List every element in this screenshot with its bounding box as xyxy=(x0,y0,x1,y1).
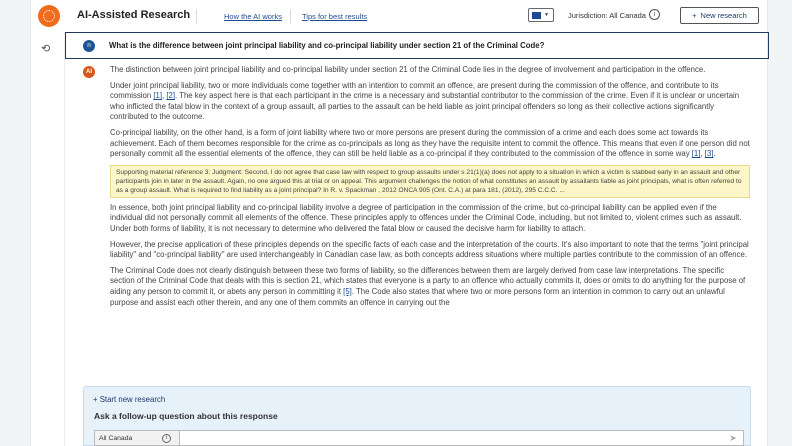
send-icon[interactable]: ➤ xyxy=(729,433,737,443)
mail-icon xyxy=(532,12,541,19)
answer-paragraph: In essence, both joint principal liability and co-principal liability involve a degree of participation in the commission of the crime, but co-principal liability can be applied even if the individual did not personally commit all elements of the offence. These principles apply to offences under the Criminal Code, including, but not limited to, violent crimes such as assault. Under both forms of liability, it is not necessary to determine who delivered the fatal blow or caused the decisive harm for liability to attach. xyxy=(110,202,742,233)
reference-link[interactable]: [1] xyxy=(691,149,701,159)
how-ai-works-link[interactable]: How the AI works xyxy=(224,12,282,21)
reference-link[interactable]: [5] xyxy=(343,286,352,296)
main-card xyxy=(30,0,768,446)
tips-link[interactable]: Tips for best results xyxy=(302,12,368,21)
answer-paragraph: Co-principal liability, on the other hand, is a form of joint liability where two or more persons are present during the commission of a crime and each does some act towards its achievement. Each of them becomes responsible for the crime as co-principals as long as they have the requisite intent to commit the offence. This means that even if one person did not personally commit all the essential elements of the offence, they can still be held liable as a co-principal if they contributed to the commission of the offence in some way [1], [3]. xyxy=(110,127,750,159)
history-icon[interactable]: ⟲ xyxy=(41,43,51,55)
reference-link[interactable]: [3] xyxy=(704,149,714,159)
jurisdiction-label: Jurisdiction: All Canada xyxy=(568,11,646,20)
logo xyxy=(38,5,60,27)
question-bar xyxy=(65,32,769,59)
reference-link[interactable]: [1] xyxy=(153,91,162,101)
answer-paragraph: The Criminal Code does not clearly distinguish between these two forms of liability, so the differences between them are largely derived from case law interpretations. The specific section of the Criminal Code that deals with this is section 21, which states that everyone is a party to an offence who actually commits it, does or omits to do anything for the purpose of aiding any person to commit it, or abets any person in committing it [5]. The Code also states that where two or more persons form an intention in common to carry out an unlawful purpose and assist each other therein, and any one of them commits an offence in carrying out the xyxy=(110,265,746,307)
reference-link[interactable]: [2] xyxy=(166,91,176,101)
plus-icon: + xyxy=(692,11,697,20)
followup-label: Ask a follow-up question about this response xyxy=(94,411,278,421)
followup-input-row xyxy=(94,430,744,446)
header xyxy=(31,0,769,32)
question-text: What is the difference between joint principal liability and co-principal liability under section 21 of the Criminal Code? xyxy=(109,41,545,50)
answer-paragraph: However, the precise application of these principles depends on the specific facts of each case and the interpretation of the courts. It's also important to note that the terms "joint principal liability" and "co-principal liability" are used interchangeably in Canadian case law, as both concepts address situations where multiple parties contribute to the commission of an offence. xyxy=(110,239,749,260)
jurisdiction-select[interactable]: All Canada i xyxy=(95,431,180,445)
new-research-button[interactable]: + New research xyxy=(680,7,759,24)
plus-icon: + xyxy=(93,395,100,404)
ai-avatar: AI xyxy=(83,66,95,78)
answer-paragraph: The distinction between joint principal liability and co-principal liability under section 21 of the Criminal Code lies in the degree of involvement and participation in the offence. xyxy=(110,65,706,74)
start-new-research-link[interactable]: + Start new research xyxy=(93,395,166,404)
info-icon[interactable]: i xyxy=(649,9,660,20)
chevron-down-icon: ▼ xyxy=(544,12,549,18)
divider xyxy=(196,9,197,24)
left-rail xyxy=(31,32,65,446)
followup-input[interactable] xyxy=(180,431,723,445)
user-avatar: n xyxy=(83,40,95,52)
app-title: AI-Assisted Research xyxy=(77,9,191,21)
mail-dropdown-button[interactable] xyxy=(528,8,554,22)
answer-body xyxy=(110,65,750,313)
reference-tooltip: Supporting material reference 3: Judgment: Second, I do not agree that case law with respect to group assaults under s 21(1)(a) does not apply to a situation in which a victim is stabbed early in an assault and other participants join in later in the assault. Again, no one argued this at trial or on appeal. This argument challenges the notion of what constitutes an assault by assailants liable as joint principals, what is often referred to as a group assault. What is required to find liability as a joint principal? In R. v. Spackman , 2012 ONCA 905 (Ont. C.A.) at para 181, (2012), 295 C.C.C. ... xyxy=(110,165,750,198)
answer-paragraph: Under joint principal liability, two or more individuals come together with an intention to commit an offence, are present during the commission of the offence, and contribute to its commission [1], [2]. The key aspect here is that each participant in the crime is a necessary and substantial contributor to the commission of the crime. Even if it is unclear or uncertain who inflicted the fatal blow in the context of a group assault, all parties to the assault can be held liable as joint principal offenders so long as their collective actions significantly contributed to the outcome. xyxy=(110,80,740,122)
info-icon[interactable]: i xyxy=(162,434,171,443)
divider xyxy=(290,9,291,24)
followup-panel xyxy=(83,386,751,446)
